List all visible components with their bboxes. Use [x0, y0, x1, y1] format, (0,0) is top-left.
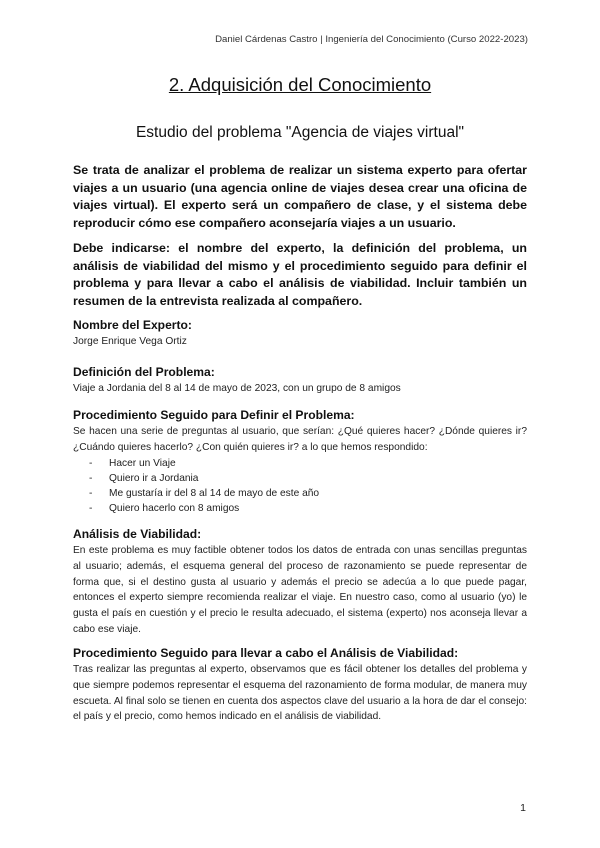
section-text: Tras realizar las preguntas al experto, observamos que es fácil obtener los detalles del problema y que siempre podemos representar el esquema del razonamiento de forma modular, de manera muy escueta. Al final solo se tienen en cuenta dos aspectos clave del usuario a la hora de dar el consejo: el país y el precio, como hemos indicado en el análisis de viabilidad. — [73, 664, 527, 723]
page-title: 2. Adquisición del Conocimiento — [168, 74, 432, 95]
section-expert-name — [73, 318, 527, 350]
section-heading: Nombre del Experto: — [73, 318, 192, 332]
section-problem-definition — [73, 365, 527, 397]
intro-paragraph-2: Debe indicarse: el nombre del experto, la definición del problema, un análisis de viabilidad del mismo y el procedimiento seguido para definir el problema y para llevar a cabo el análisis de viabilidad. Incluir también un resumen de la entrevista realizada al compañero. — [73, 241, 527, 308]
section-heading: Definición del Problema: — [73, 365, 215, 379]
section-text: Jorge Enrique Vega Ortiz — [73, 336, 187, 347]
answers-list — [73, 456, 527, 517]
dash-bullet: - — [89, 457, 93, 469]
list-item — [89, 486, 527, 501]
section-viability-procedure — [73, 646, 527, 725]
page-number: 1 — [520, 802, 526, 814]
section-heading: Procedimiento Seguido para Definir el Problema: — [73, 408, 355, 422]
list-item — [89, 471, 527, 486]
list-item — [89, 501, 527, 516]
section-definition-procedure — [73, 408, 527, 516]
page-subtitle: Estudio del problema "Agencia de viajes virtual" — [135, 124, 465, 141]
section-heading: Análisis de Viabilidad: — [73, 527, 202, 541]
dash-bullet: - — [89, 503, 93, 515]
section-heading: Procedimiento Seguido para llevar a cabo el Análisis de Viabilidad: — [73, 646, 459, 660]
section-text: Se hacen una serie de preguntas al usuario, que serían: ¿Qué quieres hacer? ¿Dónde quieres ir? ¿Cuándo quieres hacerlo? ¿Con quién quieres ir? a lo que hemos respondido: — [73, 426, 527, 453]
dash-bullet: - — [89, 472, 93, 484]
section-viability-analysis — [73, 527, 527, 638]
list-item-text: Me gustaría ir del 8 al 14 de mayo de este año — [109, 488, 320, 499]
running-header: Daniel Cárdenas Castro | Ingeniería del Conocimiento (Curso 2022-2023) — [215, 34, 528, 45]
list-item-text: Hacer un Viaje — [109, 457, 176, 469]
list-item-text: Quiero ir a Jordania — [109, 472, 199, 484]
dash-bullet: - — [89, 488, 93, 499]
intro-paragraph-1: Se trata de analizar el problema de realizar un sistema experto para ofertar viajes a un usuario (una agencia online de viajes desea crear una oficina de viajes virtual). El experto será un compañero de clase, y el sistema debe reproducir cómo ese compañero aconsejaría viajes a un usuario. — [73, 163, 527, 230]
list-item — [89, 456, 527, 471]
section-text: En este problema es muy factible obtener todos los datos de entrada con unas sencillas preguntas al usuario; además, el esquema general del proceso de razonamiento se puede representar de forma que, si el destino gusta al usuario y además el precio se adecúa a lo que puede pagar, entonces el experto siempre recomienda realizar el viaje. En nuestro caso, como al usuario (yo) le gusta el país en cuestión y el precio le resulta adecuado, el sistema (experto) nos aconseja llevar a cabo ese viaje. — [73, 545, 527, 635]
section-text: Viaje a Jordania del 8 al 14 de mayo de 2023, con un grupo de 8 amigos — [73, 383, 401, 394]
list-item-text: Quiero hacerlo con 8 amigos — [109, 503, 240, 515]
